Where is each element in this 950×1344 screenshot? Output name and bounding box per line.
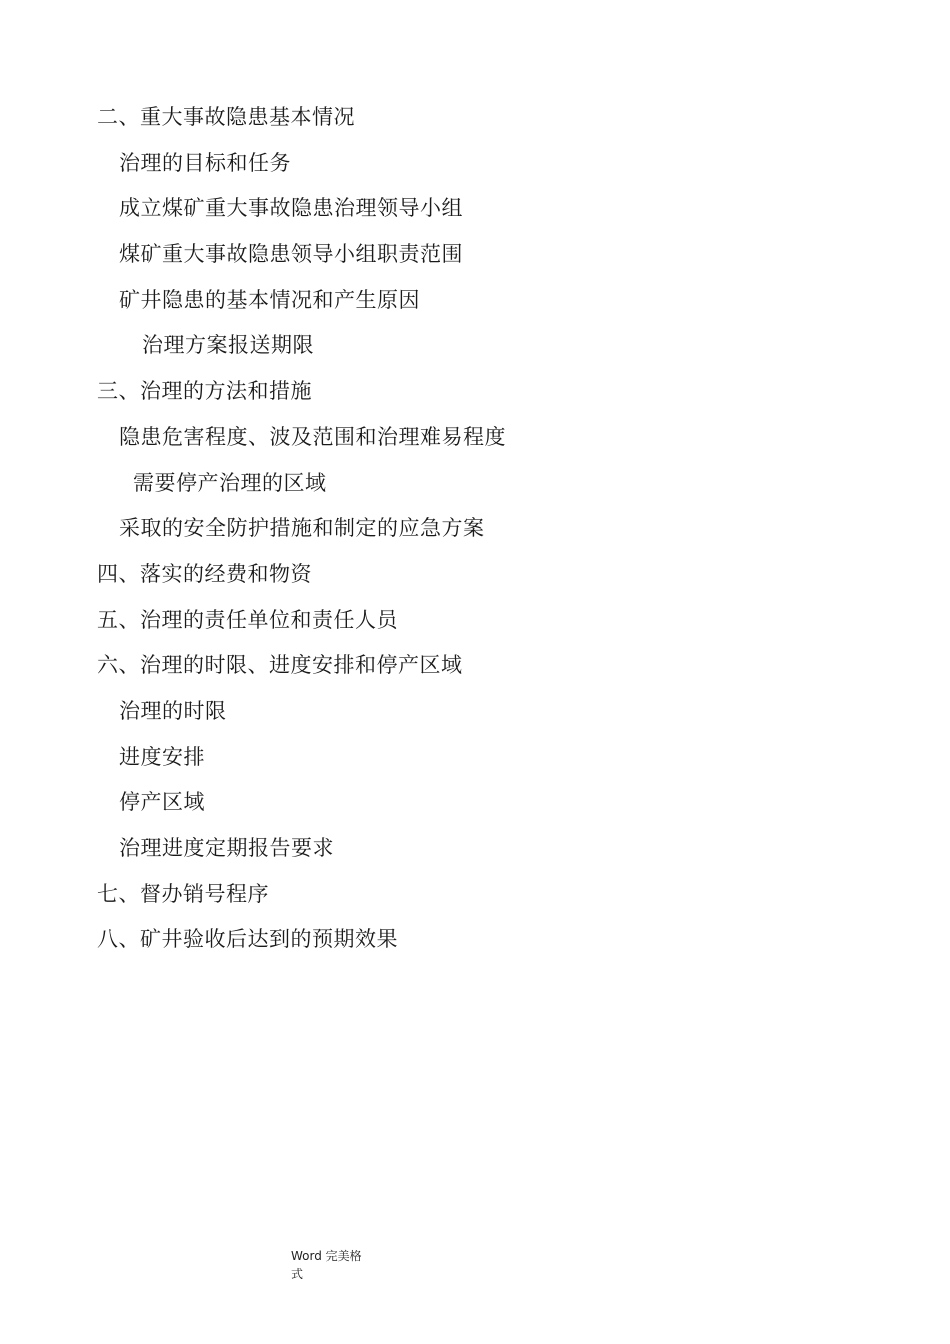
toc-section-heading: 二、重大事故隐患基本情况 xyxy=(97,105,355,129)
table-of-contents xyxy=(0,95,950,963)
toc-section-heading: 八、矿井验收后达到的预期效果 xyxy=(97,927,398,952)
toc-section-heading: 三、治理的方法和措施 xyxy=(97,379,312,404)
footer-line-2: 式 xyxy=(291,1267,304,1281)
toc-subsection-item: 治理的时限 xyxy=(119,698,227,723)
toc-subsection-item: 需要停产治理的区域 xyxy=(133,470,327,495)
toc-subsection-item: 煤矿重大事故隐患领导小组职责范围 xyxy=(119,242,463,267)
toc-subsection-item: 隐患危害程度、波及范围和治理难易程度 xyxy=(119,424,506,449)
toc-subsection-item: 治理进度定期报告要求 xyxy=(119,836,334,860)
toc-subsection-item: 治理的目标和任务 xyxy=(119,150,291,175)
toc-subsection-item: 矿井隐患的基本情况和产生原因 xyxy=(119,287,420,312)
toc-section-heading: 七、督办销号程序 xyxy=(97,881,269,906)
toc-subsection-item: 成立煤矿重大事故隐患治理领导小组 xyxy=(119,196,463,221)
toc-subsection-item: 治理方案报送期限 xyxy=(142,333,314,358)
footer-line-1: Word 完美格 xyxy=(291,1249,362,1263)
toc-subsection-item: 进度安排 xyxy=(119,744,205,769)
toc-subsection-item: 采取的安全防护措施和制定的应急方案 xyxy=(119,516,485,541)
toc-subsection-item: 停产区域 xyxy=(119,790,205,815)
page-footer xyxy=(291,1247,381,1283)
toc-section-heading: 六、治理的时限、进度安排和停产区域 xyxy=(97,653,463,678)
toc-section-heading: 四、落实的经费和物资 xyxy=(97,561,312,586)
toc-section-heading: 五、治理的责任单位和责任人员 xyxy=(97,607,398,632)
